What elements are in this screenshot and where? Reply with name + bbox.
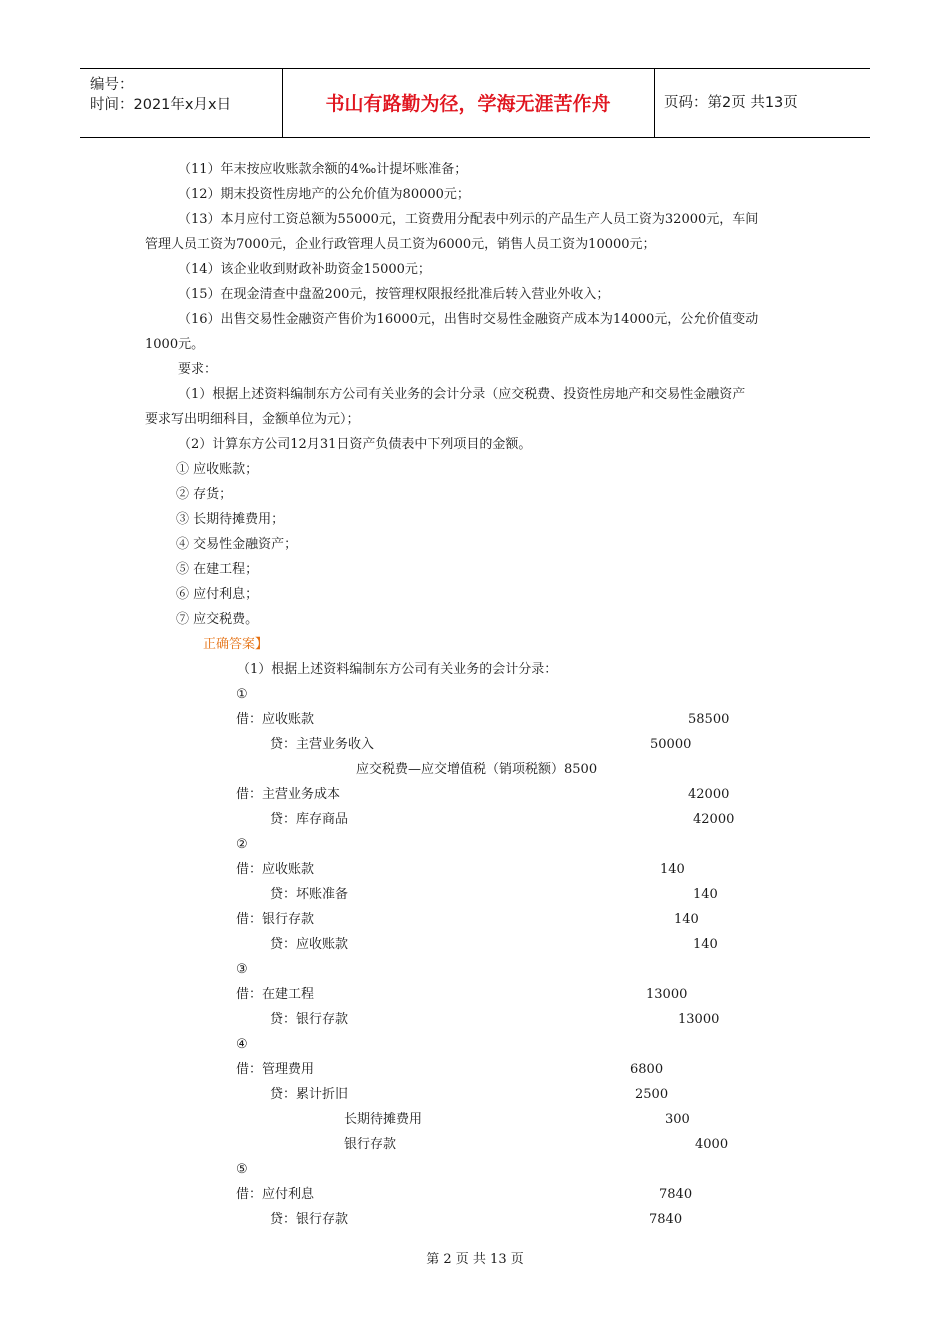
entry-account: 贷：银行存款: [270, 1212, 349, 1227]
entry-amount: 6800: [630, 1062, 664, 1077]
question-line: ③ 长期待摊费用；: [176, 512, 285, 527]
page-header: [80, 68, 870, 138]
entry-amount: 13000: [678, 1012, 720, 1027]
entry-amount: 50000: [650, 737, 692, 752]
entry-amount: 7840: [649, 1212, 683, 1227]
entry-marker: ④: [236, 1037, 248, 1052]
header-motto: 书山有路勤为径，学海无涯苦作舟: [325, 93, 611, 115]
page-footer: 第 2 页 共 13 页: [426, 1252, 524, 1267]
question-line: 1000元。: [145, 337, 205, 352]
entry-marker: ①: [236, 687, 248, 702]
question-line: 管理人员工资为7000元，企业行政管理人员工资为6000元，销售人员工资为10000元；: [145, 237, 656, 252]
question-line: （13）本月应付工资总额为55000元，工资费用分配表中列示的产品生产人员工资为32000元，车间: [178, 212, 759, 227]
entry-amount: 7840: [659, 1187, 693, 1202]
time-label: 时间：2021年x月x日: [90, 97, 232, 113]
question-line: ⑥ 应付利息；: [176, 587, 259, 602]
entry-amount: 140: [693, 937, 718, 952]
question-line: 要求：: [178, 362, 218, 377]
question-line: （14）该企业收到财政补助资金15000元；: [178, 262, 431, 277]
question-line: （2）计算东方公司12月31日资产负债表中下列项目的金额。: [178, 437, 532, 452]
entry-amount: 42000: [688, 787, 730, 802]
entry-amount: 140: [674, 912, 699, 927]
entry-account: 银行存款: [344, 1137, 397, 1152]
entry-amount: 140: [660, 862, 685, 877]
question-line: ① 应收账款；: [176, 462, 259, 477]
question-line: ⑤ 在建工程；: [176, 562, 259, 577]
answer-heading: 正确答案】: [203, 637, 269, 652]
entry-account: 借：管理费用: [236, 1062, 315, 1077]
entry-amount: 58500: [688, 712, 730, 727]
entry-amount: 140: [693, 887, 718, 902]
question-line: （12）期末投资性房地产的公允价值为80000元；: [178, 187, 470, 202]
entry-account: 贷：累计折旧: [270, 1087, 349, 1102]
question-line: （11）年末按应收账款余额的4‰计提坏账准备；: [178, 162, 468, 177]
question-line: ④ 交易性金融资产；: [176, 537, 298, 552]
entry-amount: 13000: [646, 987, 688, 1002]
entry-marker: ②: [236, 837, 248, 852]
code-label: 编号：: [90, 77, 134, 93]
entry-account: 应交税费—应交增值税（销项税额）8500: [356, 762, 598, 777]
question-line: ② 存货；: [176, 487, 233, 502]
entry-account: 借：应收账款: [236, 862, 315, 877]
entry-account: 贷：应收账款: [270, 937, 349, 952]
entry-account: 借：应收账款: [236, 712, 315, 727]
entry-account: 借：在建工程: [236, 987, 315, 1002]
entry-marker: ③: [236, 962, 248, 977]
question-line: 要求写出明细科目，金额单位为元）；: [145, 412, 360, 427]
entry-amount: 42000: [693, 812, 735, 827]
entry-account: 借：应付利息: [236, 1187, 315, 1202]
question-line: （15）在现金清查中盘盈200元，按管理权限报经批准后转入营业外收入；: [178, 287, 610, 302]
question-line: ⑦ 应交税费。: [176, 612, 259, 627]
entry-account: 贷：主营业务收入: [270, 737, 375, 752]
entry-account: 贷：库存商品: [270, 812, 349, 827]
header-meta: [90, 75, 231, 115]
answer-intro: （1）根据上述资料编制东方公司有关业务的会计分录：: [237, 662, 558, 677]
header-page-number: 页码：第2页 共13页: [664, 95, 798, 111]
entry-account: 借：主营业务成本: [236, 787, 341, 802]
entry-account: 借：银行存款: [236, 912, 315, 927]
entry-account: 贷：坏账准备: [270, 887, 349, 902]
question-line: （1）根据上述资料编制东方公司有关业务的会计分录（应交税费、投资性房地产和交易性金融资产: [178, 387, 746, 402]
entry-amount: 2500: [635, 1087, 669, 1102]
entry-amount: 300: [665, 1112, 690, 1127]
header-divider: [654, 69, 655, 137]
entry-account: 贷：银行存款: [270, 1012, 349, 1027]
entry-amount: 4000: [695, 1137, 729, 1152]
question-line: （16）出售交易性金融资产售价为16000元，出售时交易性金融资产成本为14000元，公允价值变动: [178, 312, 759, 327]
entry-account: 长期待摊费用: [344, 1112, 423, 1127]
entry-marker: ⑤: [236, 1162, 248, 1177]
